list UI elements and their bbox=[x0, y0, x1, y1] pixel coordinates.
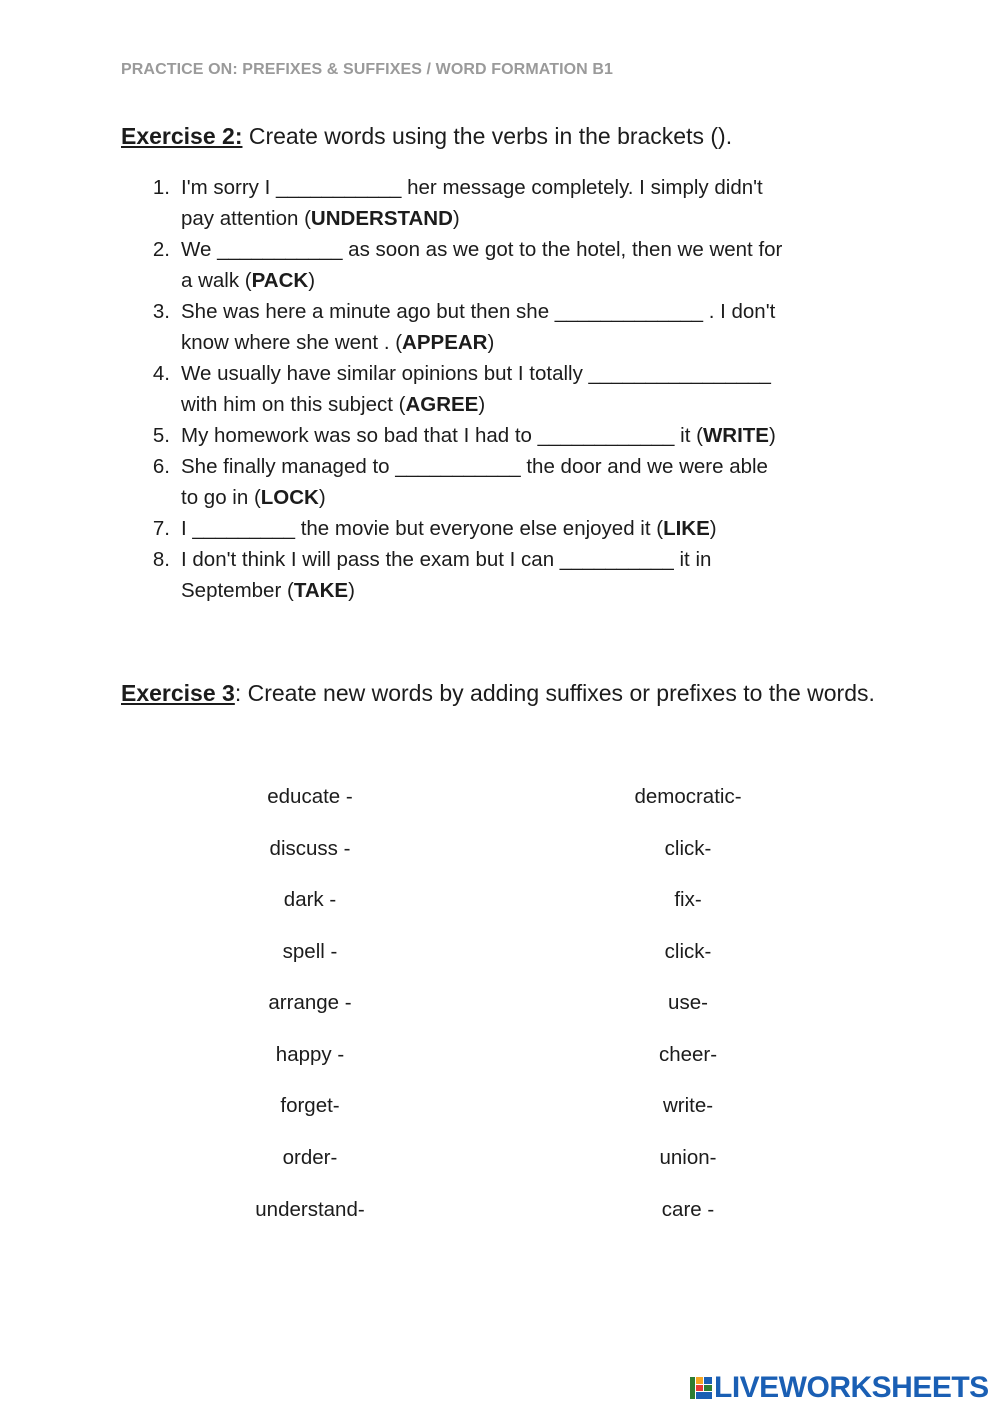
word-row bbox=[0, 1146, 999, 1176]
word-left: discuss - bbox=[269, 837, 351, 860]
word-right: democratic- bbox=[634, 785, 742, 808]
exercise-2-label: Exercise 2: bbox=[121, 123, 243, 149]
exercise-3-title bbox=[121, 676, 881, 710]
item-number: 7. bbox=[152, 517, 170, 540]
word-right: care - bbox=[661, 1198, 715, 1221]
word-row bbox=[0, 1094, 999, 1124]
item-number: 5. bbox=[152, 424, 170, 447]
base-word: LIKE bbox=[663, 517, 710, 540]
word-right: click- bbox=[664, 837, 712, 860]
base-word: LOCK bbox=[260, 486, 319, 509]
item-text: I'm sorry I ___________ her message completely. I simply didn't bbox=[181, 176, 763, 199]
item-text: She was here a minute ago but then she _____________ . I don't bbox=[181, 300, 776, 323]
word-row bbox=[0, 837, 999, 867]
word-right: cheer- bbox=[658, 1043, 718, 1066]
liveworksheets-logo bbox=[690, 1372, 990, 1404]
word-left: dark - bbox=[283, 888, 337, 911]
word-row bbox=[0, 940, 999, 970]
base-word: AGREE bbox=[405, 393, 479, 416]
base-word: APPEAR bbox=[402, 331, 488, 354]
item-text: She finally managed to ___________ the door and we were able bbox=[181, 455, 768, 478]
word-row bbox=[0, 888, 999, 918]
word-left: happy - bbox=[275, 1043, 345, 1066]
word-left: arrange - bbox=[268, 991, 352, 1014]
item-text: We usually have similar opinions but I totally ________________ bbox=[181, 362, 771, 385]
item-number: 2. bbox=[152, 238, 170, 261]
base-word: WRITE bbox=[702, 424, 769, 447]
item-text: We ___________ as soon as we got to the hotel, then we went for bbox=[181, 238, 783, 261]
word-row bbox=[0, 991, 999, 1021]
exercise-3-label: Exercise 3 bbox=[121, 680, 235, 706]
word-left: forget- bbox=[280, 1094, 340, 1117]
item-number: 1. bbox=[152, 176, 170, 199]
item-number: 6. bbox=[152, 455, 170, 478]
item-text: I don't think I will pass the exam but I can __________ it in bbox=[181, 548, 712, 571]
word-left: order- bbox=[282, 1146, 338, 1169]
item-number: 8. bbox=[152, 548, 170, 571]
word-left: spell - bbox=[282, 940, 338, 963]
word-row bbox=[0, 1198, 999, 1228]
liveworksheets-icon bbox=[690, 1377, 712, 1399]
word-row bbox=[0, 1043, 999, 1073]
exercise-2-instruction: Create words using the verbs in the brackets (). bbox=[242, 123, 733, 149]
item-number: 3. bbox=[152, 300, 170, 323]
exercise-2-title bbox=[121, 119, 881, 153]
word-right: click- bbox=[664, 940, 712, 963]
base-word: UNDERSTAND bbox=[310, 207, 453, 230]
base-word: PACK bbox=[251, 269, 309, 292]
exercise-3-instruction: : Create new words by adding suffixes or prefixes to the words. bbox=[234, 680, 875, 706]
item-number: 4. bbox=[152, 362, 170, 385]
base-word: TAKE bbox=[293, 579, 349, 602]
word-left: educate - bbox=[267, 785, 353, 808]
logo-text: LIVEWORKSHEETS bbox=[714, 1371, 989, 1404]
word-right: union- bbox=[659, 1146, 717, 1169]
word-right: write- bbox=[662, 1094, 714, 1117]
page-header: PRACTICE ON: PREFIXES & SUFFIXES / WORD FORMATION B1 bbox=[121, 61, 614, 78]
word-row bbox=[0, 785, 999, 815]
word-right: fix- bbox=[674, 888, 702, 911]
word-right: use- bbox=[668, 991, 708, 1014]
word-left: understand- bbox=[255, 1198, 365, 1221]
